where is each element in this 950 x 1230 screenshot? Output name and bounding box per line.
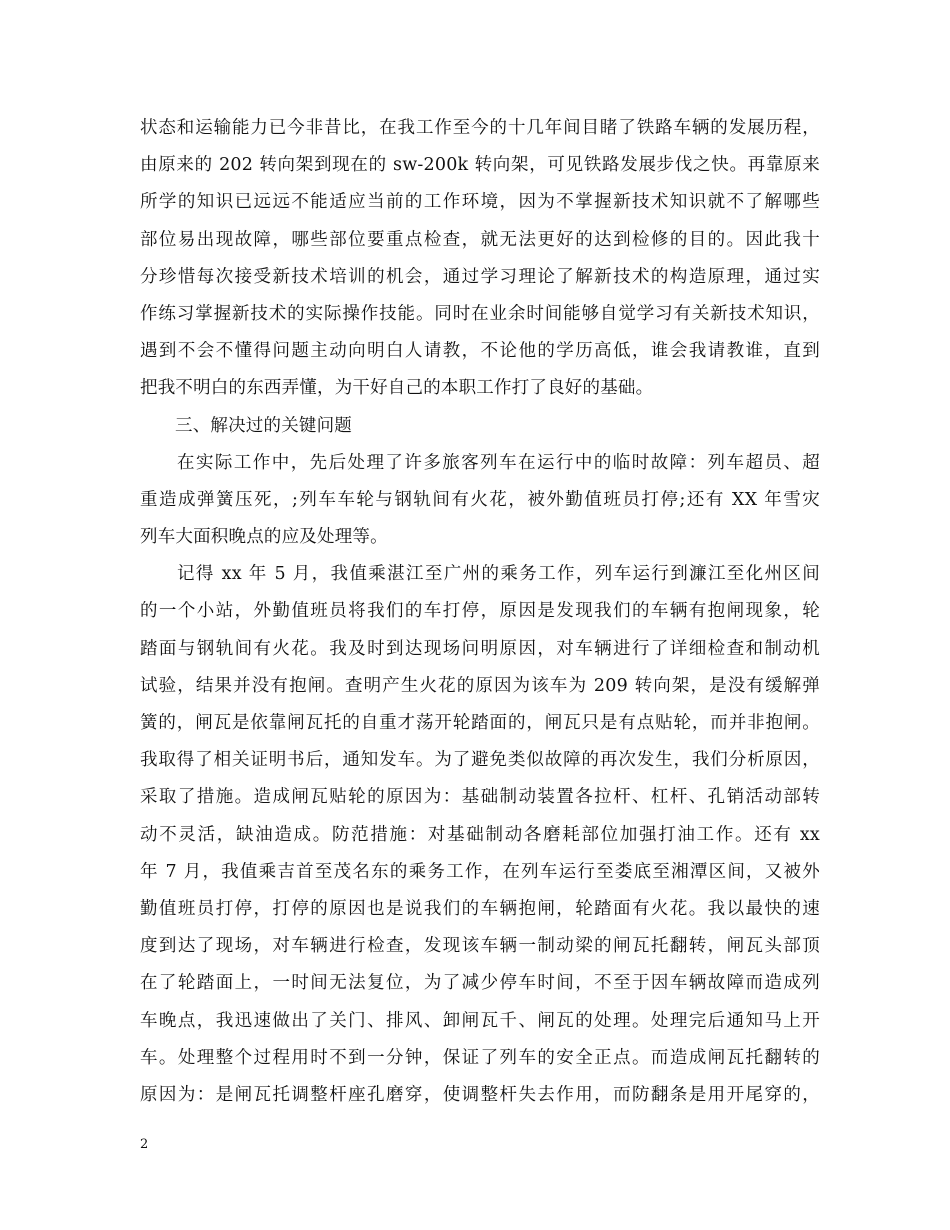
paragraph-line: 把我不明白的东西弄懂，为干好自己的本职工作打了良好的基础。 bbox=[140, 378, 654, 399]
paragraph-line: 在实际工作中，先后处理了许多旅客列车在运行中的临时故障：列车超员、超 bbox=[177, 452, 820, 473]
paragraph-line: 动不灵活，缺油造成。防范措施：对基础制动各磨耗部位加强打油工作。还有 xx bbox=[140, 824, 820, 845]
paragraph-line: 年 7 月，我值乘吉首至茂名东的乘务工作，在列车运行至娄底至湘潭区间，又被外 bbox=[140, 861, 820, 882]
paragraph-line: 簧的，闸瓦是依靠闸瓦托的自重才荡开轮踏面的，闸瓦只是有点贴轮，而并非抱闸。 bbox=[140, 713, 820, 733]
section-heading: 三、解决过的关键问题 bbox=[175, 415, 352, 436]
paragraph-line: 的一个小站，外勤值班员将我们的车打停，原因是发现我们的车辆有抱闸现象，轮 bbox=[140, 601, 820, 622]
paragraph-line: 采取了措施。造成闸瓦贴轮的原因为：基础制动装置各拉杆、杠杆、孔销活动部转 bbox=[140, 787, 820, 808]
paragraph-line: 车。处理整个过程用时不到一分钟，保证了列车的安全正点。而造成闸瓦托翻转的 bbox=[140, 1047, 820, 1068]
paragraph-line: 车晚点，我迅速做出了关门、排风、卸闸瓦千、闸瓦的处理。处理完后通知马上开 bbox=[140, 1010, 820, 1031]
paragraph-line: 所学的知识已远远不能适应当前的工作环境，因为不掌握新技术知识就不了解哪些 bbox=[140, 192, 820, 213]
page-number: 2 bbox=[140, 1137, 149, 1152]
paragraph-line: 作练习掌握新技术的实际操作技能。同时在业余时间能够自觉学习有关新技术知识， bbox=[140, 303, 820, 324]
paragraph-line: 记得 xx 年 5 月，我值乘湛江至广州的乘务工作，列车运行到濂江至化州区间 bbox=[177, 564, 820, 585]
paragraph-line: 我取得了相关证明书后，通知发车。为了避免类似故障的再次发生，我们分析原因， bbox=[140, 750, 820, 771]
paragraph-line: 列车大面积晚点的应及处理等。 bbox=[140, 527, 388, 548]
paragraph-line: 分珍惜每次接受新技术培训的机会，通过学习理论了解新技术的构造原理，通过实 bbox=[140, 266, 820, 287]
paragraph-line: 部位易出现故障，哪些部位要重点检查，就无法更好的达到检修的目的。因此我十 bbox=[140, 229, 820, 250]
paragraph-line: 重造成弹簧压死，;列车车轮与钢轨间有火花，被外勤值班员打停;还有 XX 年雪灾 bbox=[140, 489, 820, 510]
paragraph-line: 状态和运输能力已今非昔比，在我工作至今的十几年间目睹了铁路车辆的发展历程， bbox=[140, 118, 820, 138]
paragraph-line: 在了轮踏面上，一时间无法复位，为了减少停车时间，不至于因车辆故障而造成列 bbox=[140, 973, 820, 994]
paragraph-line: 勤值班员打停，打停的原因也是说我们的车辆抱闸，轮踏面有火花。我以最快的速 bbox=[140, 898, 820, 919]
paragraph-line: 试验，结果并没有抱闸。查明产生火花的原因为该车为 209 转向架，是没有缓解弹 bbox=[140, 675, 820, 696]
document-body bbox=[140, 110, 820, 1114]
paragraph-line: 遇到不会不懂得问题主动向明白人请教，不论他的学历高低，谁会我请教谁，直到 bbox=[140, 341, 820, 362]
paragraph-line: 踏面与钢轨间有火花。我及时到达现场问明原因，对车辆进行了详细检查和制动机 bbox=[140, 638, 820, 659]
paragraph-line: 原因为：是闸瓦托调整杆座孔磨穿，使调整杆失去作用，而防翻条是用开尾穿的， bbox=[140, 1084, 820, 1105]
paragraph-line: 由原来的 202 转向架到现在的 sw-200k 转向架，可见铁路发展步伐之快。再靠原来 bbox=[140, 155, 820, 176]
paragraph-line: 度到达了现场，对车辆进行检查，发现该车辆一制动梁的闸瓦托翻转，闸瓦头部顶 bbox=[140, 936, 820, 957]
